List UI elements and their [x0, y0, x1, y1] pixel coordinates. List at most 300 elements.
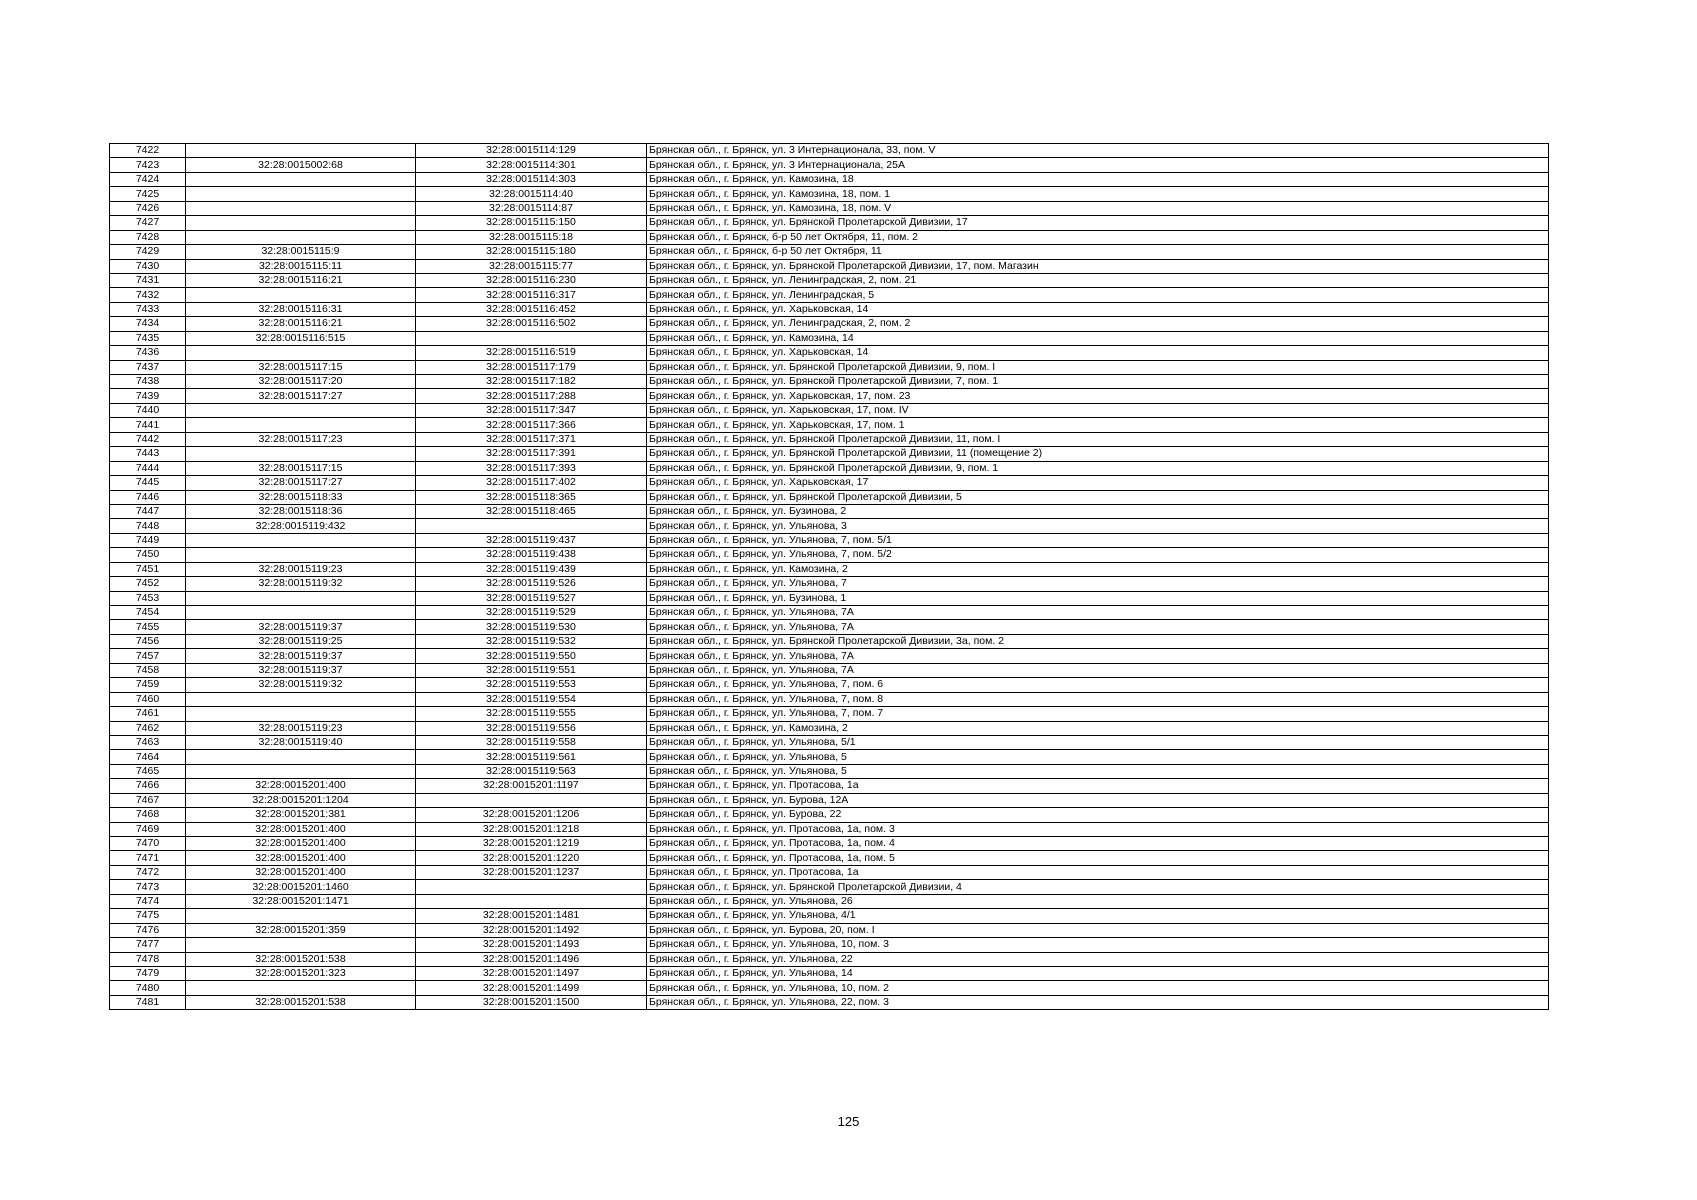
- address-cell: Брянская обл., г. Брянск, ул. Протасова, 1а, пом. 4: [647, 837, 1549, 851]
- new-cadastral-number-cell: 32:28:0015119:438: [416, 548, 647, 562]
- table-row: [110, 360, 1549, 374]
- address-cell: Брянская обл., г. Брянск, ул. Бузинова, 1: [647, 591, 1549, 605]
- address-cell: Брянская обл., г. Брянск, ул. Ульянова, 7, пом. 6: [647, 678, 1549, 692]
- new-cadastral-number-cell: 32:28:0015119:558: [416, 735, 647, 749]
- new-cadastral-number-cell: 32:28:0015117:288: [416, 389, 647, 403]
- new-cadastral-number-cell: 32:28:0015201:1493: [416, 938, 647, 952]
- old-cadastral-number-cell: [186, 288, 416, 302]
- row-number-cell: 7478: [110, 952, 186, 966]
- address-cell: Брянская обл., г. Брянск, ул. Харьковская, 14: [647, 302, 1549, 316]
- new-cadastral-number-cell: 32:28:0015119:551: [416, 663, 647, 677]
- old-cadastral-number-cell: [186, 201, 416, 215]
- old-cadastral-number-cell: [186, 403, 416, 417]
- row-number-cell: 7445: [110, 476, 186, 490]
- old-cadastral-number-cell: [186, 187, 416, 201]
- address-cell: Брянская обл., г. Брянск, ул. Брянской Пролетарской Дивизии, 11, пом. I: [647, 432, 1549, 446]
- new-cadastral-number-cell: 32:28:0015201:1497: [416, 966, 647, 980]
- address-cell: Брянская обл., г. Брянск, ул. Брянской Пролетарской Дивизии, 9, пом. I: [647, 360, 1549, 374]
- old-cadastral-number-cell: 32:28:0015119:37: [186, 649, 416, 663]
- row-number-cell: 7441: [110, 418, 186, 432]
- row-number-cell: 7467: [110, 793, 186, 807]
- address-cell: Брянская обл., г. Брянск, ул. Ульянова, 7А: [647, 620, 1549, 634]
- new-cadastral-number-cell: 32:28:0015201:1499: [416, 981, 647, 995]
- row-number-cell: 7474: [110, 894, 186, 908]
- table-row: [110, 981, 1549, 995]
- row-number-cell: 7469: [110, 822, 186, 836]
- table-row: [110, 634, 1549, 648]
- old-cadastral-number-cell: [186, 144, 416, 158]
- table-row: [110, 663, 1549, 677]
- old-cadastral-number-cell: 32:28:0015115:9: [186, 245, 416, 259]
- address-cell: Брянская обл., г. Брянск, ул. Бурова, 12А: [647, 793, 1549, 807]
- table-row: [110, 302, 1549, 316]
- address-cell: Брянская обл., г. Брянск, ул. Брянской Пролетарской Дивизии, 9, пом. 1: [647, 461, 1549, 475]
- table-row: [110, 273, 1549, 287]
- address-cell: Брянская обл., г. Брянск, ул. Брянской Пролетарской Дивизии, 4: [647, 880, 1549, 894]
- old-cadastral-number-cell: [186, 216, 416, 230]
- new-cadastral-number-cell: 32:28:0015119:532: [416, 634, 647, 648]
- table-row: [110, 259, 1549, 273]
- new-cadastral-number-cell: [416, 519, 647, 533]
- new-cadastral-number-cell: 32:28:0015201:1237: [416, 865, 647, 879]
- new-cadastral-number-cell: 32:28:0015119:437: [416, 533, 647, 547]
- old-cadastral-number-cell: [186, 533, 416, 547]
- address-cell: Брянская обл., г. Брянск, ул. Камозина, 2: [647, 721, 1549, 735]
- new-cadastral-number-cell: 32:28:0015116:519: [416, 346, 647, 360]
- old-cadastral-number-cell: 32:28:0015116:515: [186, 331, 416, 345]
- row-number-cell: 7424: [110, 172, 186, 186]
- table-row: [110, 158, 1549, 172]
- row-number-cell: 7458: [110, 663, 186, 677]
- row-number-cell: 7460: [110, 692, 186, 706]
- new-cadastral-number-cell: 32:28:0015119:527: [416, 591, 647, 605]
- table-row: [110, 346, 1549, 360]
- address-cell: Брянская обл., г. Брянск, б-р 50 лет Октября, 11, пом. 2: [647, 230, 1549, 244]
- table-row: [110, 750, 1549, 764]
- table-row: [110, 793, 1549, 807]
- row-number-cell: 7459: [110, 678, 186, 692]
- address-cell: Брянская обл., г. Брянск, ул. Ульянова, 10, пом. 2: [647, 981, 1549, 995]
- table-row: [110, 447, 1549, 461]
- row-number-cell: 7470: [110, 837, 186, 851]
- new-cadastral-number-cell: 32:28:0015115:18: [416, 230, 647, 244]
- old-cadastral-number-cell: [186, 591, 416, 605]
- row-number-cell: 7448: [110, 519, 186, 533]
- row-number-cell: 7422: [110, 144, 186, 158]
- new-cadastral-number-cell: 32:28:0015117:366: [416, 418, 647, 432]
- new-cadastral-number-cell: 32:28:0015116:452: [416, 302, 647, 316]
- address-cell: Брянская обл., г. Брянск, ул. Ульянова, 22: [647, 952, 1549, 966]
- new-cadastral-number-cell: 32:28:0015119:561: [416, 750, 647, 764]
- table-row: [110, 533, 1549, 547]
- old-cadastral-number-cell: 32:28:0015201:400: [186, 822, 416, 836]
- table-row: [110, 938, 1549, 952]
- old-cadastral-number-cell: 32:28:0015115:11: [186, 259, 416, 273]
- table-row: [110, 894, 1549, 908]
- table-row: [110, 735, 1549, 749]
- row-number-cell: 7449: [110, 533, 186, 547]
- table-row: [110, 418, 1549, 432]
- old-cadastral-number-cell: 32:28:0015201:400: [186, 779, 416, 793]
- address-cell: Брянская обл., г. Брянск, ул. Камозина, 18, пом. 1: [647, 187, 1549, 201]
- table-row: [110, 519, 1549, 533]
- new-cadastral-number-cell: 32:28:0015119:555: [416, 707, 647, 721]
- table-row: [110, 923, 1549, 937]
- address-cell: Брянская обл., г. Брянск, ул. Ульянова, 7, пом. 7: [647, 707, 1549, 721]
- address-cell: Брянская обл., г. Брянск, ул. Протасова, 1а: [647, 779, 1549, 793]
- table-row: [110, 490, 1549, 504]
- new-cadastral-number-cell: 32:28:0015119:530: [416, 620, 647, 634]
- row-number-cell: 7431: [110, 273, 186, 287]
- new-cadastral-number-cell: 32:28:0015115:77: [416, 259, 647, 273]
- address-cell: Брянская обл., г. Брянск, ул. Харьковская, 17, пом. IV: [647, 403, 1549, 417]
- table-row: [110, 966, 1549, 980]
- new-cadastral-number-cell: 32:28:0015118:365: [416, 490, 647, 504]
- table-row: [110, 288, 1549, 302]
- new-cadastral-number-cell: [416, 880, 647, 894]
- old-cadastral-number-cell: 32:28:0015201:381: [186, 808, 416, 822]
- old-cadastral-number-cell: 32:28:0015119:40: [186, 735, 416, 749]
- row-number-cell: 7426: [110, 201, 186, 215]
- new-cadastral-number-cell: 32:28:0015201:1219: [416, 837, 647, 851]
- address-cell: Брянская обл., г. Брянск, ул. Ульянова, 3: [647, 519, 1549, 533]
- cadastral-table-body: [110, 144, 1549, 1010]
- old-cadastral-number-cell: [186, 606, 416, 620]
- table-row: [110, 461, 1549, 475]
- row-number-cell: 7481: [110, 995, 186, 1009]
- old-cadastral-number-cell: 32:28:0015201:400: [186, 837, 416, 851]
- table-row: [110, 707, 1549, 721]
- table-row: [110, 389, 1549, 403]
- address-cell: Брянская обл., г. Брянск, ул. Ульянова, 7: [647, 577, 1549, 591]
- new-cadastral-number-cell: 32:28:0015201:1500: [416, 995, 647, 1009]
- row-number-cell: 7446: [110, 490, 186, 504]
- row-number-cell: 7455: [110, 620, 186, 634]
- address-cell: Брянская обл., г. Брянск, ул. Харьковская, 14: [647, 346, 1549, 360]
- new-cadastral-number-cell: 32:28:0015201:1206: [416, 808, 647, 822]
- new-cadastral-number-cell: 32:28:0015119:439: [416, 562, 647, 576]
- table-row: [110, 678, 1549, 692]
- new-cadastral-number-cell: 32:28:0015201:1220: [416, 851, 647, 865]
- old-cadastral-number-cell: [186, 909, 416, 923]
- new-cadastral-number-cell: 32:28:0015117:402: [416, 476, 647, 490]
- old-cadastral-number-cell: 32:28:0015117:20: [186, 375, 416, 389]
- address-cell: Брянская обл., г. Брянск, ул. Ульянова, 7А: [647, 663, 1549, 677]
- table-row: [110, 201, 1549, 215]
- old-cadastral-number-cell: 32:28:0015119:432: [186, 519, 416, 533]
- old-cadastral-number-cell: [186, 692, 416, 706]
- table-row: [110, 548, 1549, 562]
- table-row: [110, 144, 1549, 158]
- new-cadastral-number-cell: 32:28:0015114:303: [416, 172, 647, 186]
- address-cell: Брянская обл., г. Брянск, ул. Ульянова, 7, пом. 5/2: [647, 548, 1549, 562]
- address-cell: Брянская обл., г. Брянск, ул. Бузинова, 2: [647, 504, 1549, 518]
- row-number-cell: 7473: [110, 880, 186, 894]
- table-row: [110, 620, 1549, 634]
- address-cell: Брянская обл., г. Брянск, ул. Ульянова, 14: [647, 966, 1549, 980]
- address-cell: Брянская обл., г. Брянск, ул. Брянской Пролетарской Дивизии, 17: [647, 216, 1549, 230]
- row-number-cell: 7464: [110, 750, 186, 764]
- address-cell: Брянская обл., г. Брянск, ул. Брянской Пролетарской Дивизии, 17, пом. Магазин: [647, 259, 1549, 273]
- table-row: [110, 837, 1549, 851]
- new-cadastral-number-cell: 32:28:0015201:1492: [416, 923, 647, 937]
- row-number-cell: 7476: [110, 923, 186, 937]
- new-cadastral-number-cell: 32:28:0015114:301: [416, 158, 647, 172]
- table-row: [110, 577, 1549, 591]
- row-number-cell: 7444: [110, 461, 186, 475]
- old-cadastral-number-cell: 32:28:0015002:68: [186, 158, 416, 172]
- address-cell: Брянская обл., г. Брянск, ул. Ленинградская, 2, пом. 2: [647, 317, 1549, 331]
- new-cadastral-number-cell: 32:28:0015201:1218: [416, 822, 647, 836]
- row-number-cell: 7435: [110, 331, 186, 345]
- address-cell: Брянская обл., г. Брянск, б-р 50 лет Октября, 11: [647, 245, 1549, 259]
- new-cadastral-number-cell: 32:28:0015117:347: [416, 403, 647, 417]
- old-cadastral-number-cell: 32:28:0015201:1471: [186, 894, 416, 908]
- old-cadastral-number-cell: 32:28:0015117:15: [186, 360, 416, 374]
- row-number-cell: 7436: [110, 346, 186, 360]
- row-number-cell: 7454: [110, 606, 186, 620]
- old-cadastral-number-cell: 32:28:0015118:33: [186, 490, 416, 504]
- old-cadastral-number-cell: 32:28:0015116:21: [186, 317, 416, 331]
- old-cadastral-number-cell: [186, 418, 416, 432]
- row-number-cell: 7427: [110, 216, 186, 230]
- new-cadastral-number-cell: 32:28:0015201:1197: [416, 779, 647, 793]
- new-cadastral-number-cell: 32:28:0015117:393: [416, 461, 647, 475]
- table-row: [110, 591, 1549, 605]
- address-cell: Брянская обл., г. Брянск, ул. Ульянова, 5: [647, 764, 1549, 778]
- row-number-cell: 7451: [110, 562, 186, 576]
- address-cell: Брянская обл., г. Брянск, ул. Бурова, 20, пом. I: [647, 923, 1549, 937]
- address-cell: Брянская обл., г. Брянск, ул. Ульянова, 7А: [647, 606, 1549, 620]
- old-cadastral-number-cell: 32:28:0015117:23: [186, 432, 416, 446]
- address-cell: Брянская обл., г. Брянск, ул. Ульянова, 5: [647, 750, 1549, 764]
- address-cell: Брянская обл., г. Брянск, ул. Ульянова, 22, пом. 3: [647, 995, 1549, 1009]
- address-cell: Брянская обл., г. Брянск, ул. Протасова, 1а: [647, 865, 1549, 879]
- address-cell: Брянская обл., г. Брянск, ул. Бурова, 22: [647, 808, 1549, 822]
- row-number-cell: 7462: [110, 721, 186, 735]
- old-cadastral-number-cell: 32:28:0015117:27: [186, 389, 416, 403]
- row-number-cell: 7443: [110, 447, 186, 461]
- table-row: [110, 606, 1549, 620]
- row-number-cell: 7442: [110, 432, 186, 446]
- old-cadastral-number-cell: 32:28:0015117:27: [186, 476, 416, 490]
- row-number-cell: 7423: [110, 158, 186, 172]
- new-cadastral-number-cell: 32:28:0015115:180: [416, 245, 647, 259]
- row-number-cell: 7471: [110, 851, 186, 865]
- address-cell: Брянская обл., г. Брянск, ул. Ульянова, 10, пом. 3: [647, 938, 1549, 952]
- address-cell: Брянская обл., г. Брянск, ул. Харьковская, 17, пом. 23: [647, 389, 1549, 403]
- address-cell: Брянская обл., г. Брянск, ул. Протасова, 1а, пом. 5: [647, 851, 1549, 865]
- new-cadastral-number-cell: 32:28:0015116:502: [416, 317, 647, 331]
- old-cadastral-number-cell: 32:28:0015201:1460: [186, 880, 416, 894]
- new-cadastral-number-cell: 32:28:0015201:1496: [416, 952, 647, 966]
- new-cadastral-number-cell: 32:28:0015119:563: [416, 764, 647, 778]
- new-cadastral-number-cell: 32:28:0015119:529: [416, 606, 647, 620]
- old-cadastral-number-cell: 32:28:0015201:1204: [186, 793, 416, 807]
- address-cell: Брянская обл., г. Брянск, ул. Брянской Пролетарской Дивизии, 5: [647, 490, 1549, 504]
- table-row: [110, 880, 1549, 894]
- old-cadastral-number-cell: [186, 230, 416, 244]
- row-number-cell: 7457: [110, 649, 186, 663]
- old-cadastral-number-cell: 32:28:0015201:538: [186, 952, 416, 966]
- cadastral-table: [109, 143, 1549, 1010]
- new-cadastral-number-cell: 32:28:0015117:182: [416, 375, 647, 389]
- address-cell: Брянская обл., г. Брянск, ул. Брянской Пролетарской Дивизии, 7, пом. 1: [647, 375, 1549, 389]
- old-cadastral-number-cell: 32:28:0015117:15: [186, 461, 416, 475]
- address-cell: Брянская обл., г. Брянск, ул. Ульянова, 4/1: [647, 909, 1549, 923]
- row-number-cell: 7452: [110, 577, 186, 591]
- table-row: [110, 952, 1549, 966]
- row-number-cell: 7461: [110, 707, 186, 721]
- row-number-cell: 7453: [110, 591, 186, 605]
- address-cell: Брянская обл., г. Брянск, ул. Ульянова, 7А: [647, 649, 1549, 663]
- address-cell: Брянская обл., г. Брянск, ул. Ульянова, 26: [647, 894, 1549, 908]
- row-number-cell: 7437: [110, 360, 186, 374]
- row-number-cell: 7472: [110, 865, 186, 879]
- row-number-cell: 7475: [110, 909, 186, 923]
- new-cadastral-number-cell: 32:28:0015114:129: [416, 144, 647, 158]
- old-cadastral-number-cell: 32:28:0015118:36: [186, 504, 416, 518]
- old-cadastral-number-cell: 32:28:0015201:538: [186, 995, 416, 1009]
- table-row: [110, 822, 1549, 836]
- address-cell: Брянская обл., г. Брянск, ул. Брянской Пролетарской Дивизии, 3а, пом. 2: [647, 634, 1549, 648]
- row-number-cell: 7440: [110, 403, 186, 417]
- row-number-cell: 7463: [110, 735, 186, 749]
- table-row: [110, 692, 1549, 706]
- new-cadastral-number-cell: 32:28:0015201:1481: [416, 909, 647, 923]
- table-row: [110, 230, 1549, 244]
- table-row: [110, 909, 1549, 923]
- old-cadastral-number-cell: 32:28:0015201:400: [186, 851, 416, 865]
- table-row: [110, 317, 1549, 331]
- row-number-cell: 7425: [110, 187, 186, 201]
- old-cadastral-number-cell: 32:28:0015201:323: [186, 966, 416, 980]
- table-row: [110, 172, 1549, 186]
- old-cadastral-number-cell: 32:28:0015119:37: [186, 663, 416, 677]
- old-cadastral-number-cell: 32:28:0015119:32: [186, 577, 416, 591]
- old-cadastral-number-cell: 32:28:0015201:400: [186, 865, 416, 879]
- new-cadastral-number-cell: [416, 894, 647, 908]
- table-row: [110, 403, 1549, 417]
- table-row: [110, 331, 1549, 345]
- table-row: [110, 562, 1549, 576]
- new-cadastral-number-cell: 32:28:0015116:317: [416, 288, 647, 302]
- table-row: [110, 721, 1549, 735]
- address-cell: Брянская обл., г. Брянск, ул. Брянской Пролетарской Дивизии, 11 (помещение 2): [647, 447, 1549, 461]
- address-cell: Брянская обл., г. Брянск, ул. Камозина, 14: [647, 331, 1549, 345]
- table-row: [110, 764, 1549, 778]
- address-cell: Брянская обл., г. Брянск, ул. Харьковская, 17, пом. 1: [647, 418, 1549, 432]
- row-number-cell: 7465: [110, 764, 186, 778]
- row-number-cell: 7433: [110, 302, 186, 316]
- row-number-cell: 7450: [110, 548, 186, 562]
- old-cadastral-number-cell: 32:28:0015119:23: [186, 721, 416, 735]
- row-number-cell: 7479: [110, 966, 186, 980]
- new-cadastral-number-cell: 32:28:0015117:371: [416, 432, 647, 446]
- row-number-cell: 7447: [110, 504, 186, 518]
- table-row: [110, 649, 1549, 663]
- new-cadastral-number-cell: 32:28:0015119:556: [416, 721, 647, 735]
- address-cell: Брянская обл., г. Брянск, ул. Ленинградская, 2, пом. 21: [647, 273, 1549, 287]
- new-cadastral-number-cell: 32:28:0015114:87: [416, 201, 647, 215]
- row-number-cell: 7432: [110, 288, 186, 302]
- new-cadastral-number-cell: 32:28:0015118:465: [416, 504, 647, 518]
- address-cell: Брянская обл., г. Брянск, ул. Ульянова, 7, пом. 8: [647, 692, 1549, 706]
- address-cell: Брянская обл., г. Брянск, ул. Протасова, 1а, пом. 3: [647, 822, 1549, 836]
- address-cell: Брянская обл., г. Брянск, ул. Харьковская, 17: [647, 476, 1549, 490]
- table-row: [110, 779, 1549, 793]
- table-row: [110, 865, 1549, 879]
- old-cadastral-number-cell: 32:28:0015119:32: [186, 678, 416, 692]
- old-cadastral-number-cell: 32:28:0015119:25: [186, 634, 416, 648]
- new-cadastral-number-cell: 32:28:0015117:179: [416, 360, 647, 374]
- old-cadastral-number-cell: [186, 447, 416, 461]
- new-cadastral-number-cell: [416, 793, 647, 807]
- table-row: [110, 432, 1549, 446]
- table-row: [110, 476, 1549, 490]
- table-row: [110, 375, 1549, 389]
- address-cell: Брянская обл., г. Брянск, ул. Ульянова, 5/1: [647, 735, 1549, 749]
- new-cadastral-number-cell: 32:28:0015117:391: [416, 447, 647, 461]
- old-cadastral-number-cell: 32:28:0015116:31: [186, 302, 416, 316]
- table-row: [110, 187, 1549, 201]
- table-row: [110, 808, 1549, 822]
- row-number-cell: 7428: [110, 230, 186, 244]
- address-cell: Брянская обл., г. Брянск, ул. Камозина, 2: [647, 562, 1549, 576]
- row-number-cell: 7456: [110, 634, 186, 648]
- address-cell: Брянская обл., г. Брянск, ул. Камозина, 18: [647, 172, 1549, 186]
- row-number-cell: 7468: [110, 808, 186, 822]
- new-cadastral-number-cell: 32:28:0015119:554: [416, 692, 647, 706]
- old-cadastral-number-cell: [186, 981, 416, 995]
- old-cadastral-number-cell: 32:28:0015201:359: [186, 923, 416, 937]
- table-row: [110, 851, 1549, 865]
- address-cell: Брянская обл., г. Брянск, ул. Камозина, 18, пом. V: [647, 201, 1549, 215]
- table-row: [110, 245, 1549, 259]
- row-number-cell: 7439: [110, 389, 186, 403]
- row-number-cell: 7480: [110, 981, 186, 995]
- old-cadastral-number-cell: [186, 346, 416, 360]
- table-row: [110, 504, 1549, 518]
- row-number-cell: 7430: [110, 259, 186, 273]
- new-cadastral-number-cell: 32:28:0015119:526: [416, 577, 647, 591]
- address-cell: Брянская обл., г. Брянск, ул. Ленинградская, 5: [647, 288, 1549, 302]
- new-cadastral-number-cell: 32:28:0015119:550: [416, 649, 647, 663]
- old-cadastral-number-cell: 32:28:0015119:37: [186, 620, 416, 634]
- row-number-cell: 7429: [110, 245, 186, 259]
- old-cadastral-number-cell: 32:28:0015116:21: [186, 273, 416, 287]
- table-row: [110, 216, 1549, 230]
- row-number-cell: 7466: [110, 779, 186, 793]
- new-cadastral-number-cell: [416, 331, 647, 345]
- address-cell: Брянская обл., г. Брянск, ул. 3 Интернационала, 33, пом. V: [647, 144, 1549, 158]
- row-number-cell: 7438: [110, 375, 186, 389]
- new-cadastral-number-cell: 32:28:0015119:553: [416, 678, 647, 692]
- row-number-cell: 7434: [110, 317, 186, 331]
- old-cadastral-number-cell: [186, 172, 416, 186]
- address-cell: Брянская обл., г. Брянск, ул. 3 Интернационала, 25А: [647, 158, 1549, 172]
- page-number: 125: [837, 1114, 860, 1129]
- old-cadastral-number-cell: 32:28:0015119:23: [186, 562, 416, 576]
- new-cadastral-number-cell: 32:28:0015114:40: [416, 187, 647, 201]
- new-cadastral-number-cell: 32:28:0015116:230: [416, 273, 647, 287]
- address-cell: Брянская обл., г. Брянск, ул. Ульянова, 7, пом. 5/1: [647, 533, 1549, 547]
- table-row: [110, 995, 1549, 1009]
- old-cadastral-number-cell: [186, 707, 416, 721]
- new-cadastral-number-cell: 32:28:0015115:150: [416, 216, 647, 230]
- old-cadastral-number-cell: [186, 548, 416, 562]
- old-cadastral-number-cell: [186, 750, 416, 764]
